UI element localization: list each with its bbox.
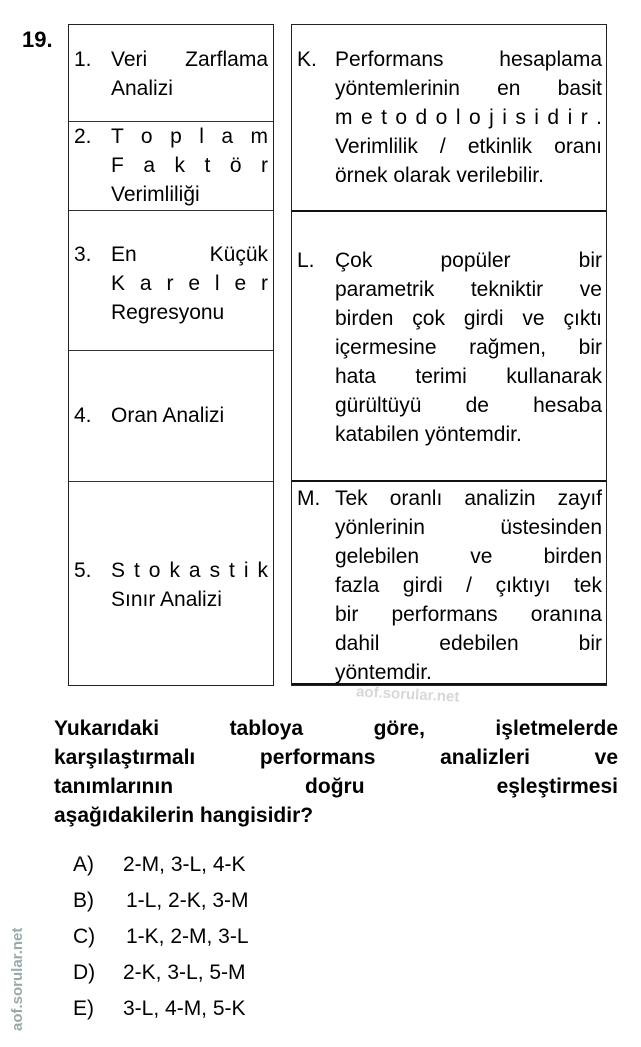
item-text: T o p l a m F a k t ö r Verimliliği (111, 125, 268, 206)
item-text: Tek oranlı analizin zayıf yönlerinin üstesinden gelebilen ve birden fazla girdi / çıktıyı tek bir performans oranına dahil edebilen bir yöntemdir. (335, 487, 602, 684)
item-label: 4. (74, 404, 92, 427)
item-text: Veri Zarflama Analizi (111, 48, 268, 100)
answer-choices (73, 853, 249, 1033)
question-stem (54, 714, 618, 830)
item-label: K. (297, 48, 317, 71)
choice-a[interactable] (73, 853, 249, 889)
choice-letter: A) (73, 853, 94, 876)
choice-text: 1-L, 2-K, 3-M (126, 889, 249, 912)
choice-text: 3-L, 4-M, 5-K (123, 997, 246, 1020)
choice-b[interactable] (73, 889, 249, 925)
watermark: aof.sorular.net (355, 683, 460, 706)
item-label: 3. (74, 243, 92, 266)
choice-c[interactable] (73, 925, 249, 961)
right-column-table (291, 24, 607, 686)
choice-letter: D) (73, 961, 96, 984)
right-item-L (292, 212, 606, 482)
choice-text: 2-M, 3-L, 4-K (123, 853, 246, 876)
right-item-M (292, 482, 606, 685)
item-label: M. (297, 487, 321, 510)
choice-text: 2-K, 3-L, 5-M (123, 961, 246, 984)
choice-e[interactable] (73, 997, 249, 1033)
left-item-3 (69, 211, 273, 351)
item-label: 5. (74, 559, 92, 582)
stem-line: aşağıdakilerin hangisidir? (54, 804, 314, 827)
question-number: 19. (22, 27, 53, 52)
choice-letter: B) (73, 889, 94, 912)
item-label: 1. (74, 48, 92, 71)
item-text: Performans hesaplama yöntemlerinin en basit m e t o d o l o j i s i d i r . Verimlilik / etkinlik oranı örnek olarak verilebilir. (335, 48, 602, 187)
item-text: En Küçük K a r e l e r Regresyonu (111, 243, 268, 324)
stem-line: karşılaştırmalı performans analizleri ve (54, 746, 618, 769)
choice-letter: E) (73, 997, 94, 1020)
left-column-table (68, 24, 274, 686)
left-item-1 (69, 25, 273, 122)
choice-d[interactable] (73, 961, 249, 997)
right-item-K (292, 25, 606, 212)
item-text: S t o k a s t i k Sınır Analizi (111, 559, 268, 611)
left-item-2 (69, 122, 273, 211)
left-item-5 (69, 482, 273, 685)
stem-line: Yukarıdaki tabloya göre, işletmelerde (54, 717, 618, 740)
item-label: 2. (74, 125, 92, 148)
side-watermark: aof.sorular.net (9, 927, 26, 1031)
choice-letter: C) (73, 925, 96, 948)
left-item-4 (69, 351, 273, 482)
choice-text: 1-K, 2-M, 3-L (126, 925, 249, 948)
item-text: Oran Analizi (111, 404, 225, 427)
item-text: Çok popüler bir parametrik tekniktir ve birden çok girdi ve çıktı içermesine rağmen, bir hata terimi kullanarak gürültüyü de hesaba katabilen yöntemdir. (335, 249, 602, 446)
item-label: L. (297, 249, 315, 272)
stem-line: tanımlarının doğru eşleştirmesi (54, 775, 618, 798)
